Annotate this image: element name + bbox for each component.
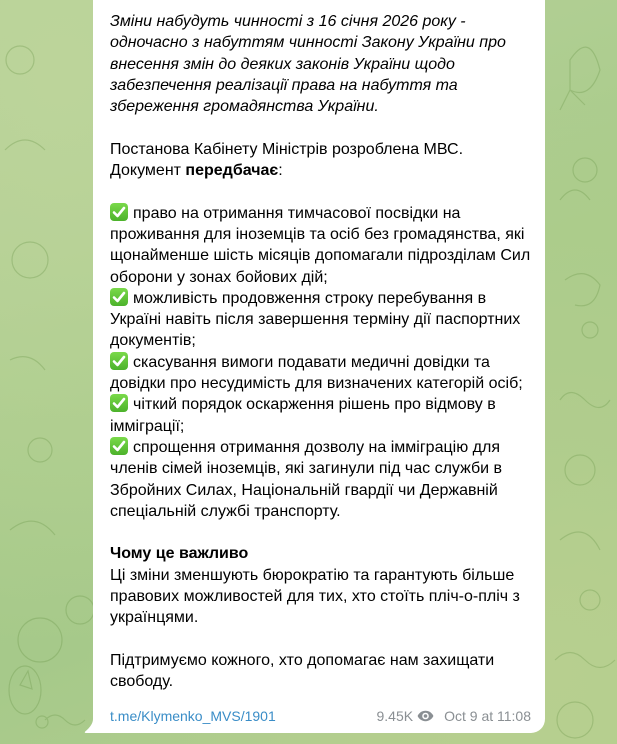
list-item-text: скасування вимоги подавати медичні довідки та довідки про несудимість для визначених категорій осіб; xyxy=(110,353,523,393)
document-suffix: : xyxy=(278,162,283,180)
list-item-text: можливість продовження строку перебування в Україні навіть після завершення терміну дії паспортних документів; xyxy=(110,289,525,350)
check-mark-icon xyxy=(110,352,128,370)
document-prefix: Документ xyxy=(110,162,186,180)
list-item xyxy=(110,437,540,522)
document-line xyxy=(110,160,540,181)
decree-line: Постанова Кабінету Міністрів розроблена МВС. xyxy=(110,140,464,158)
eye-icon xyxy=(417,710,434,722)
message-meta xyxy=(377,708,532,724)
list-item xyxy=(110,352,540,395)
list-item-text: чіткий порядок оскарження рішень про відмову в імміграції; xyxy=(110,396,501,435)
message-bubble xyxy=(93,0,545,733)
why-text: Ці зміни зменшують бюрократію та гарантують більше правових можливостей для тих, хто стоїть пліч-о-пліч з українцями. xyxy=(110,566,525,627)
view-count: 9.45K xyxy=(376,708,414,724)
list-item xyxy=(110,394,540,437)
check-mark-icon xyxy=(110,394,128,412)
timestamp: Oct 9 at 11:08 xyxy=(444,708,531,724)
check-mark-icon xyxy=(110,288,128,306)
check-mark-icon xyxy=(110,203,128,221)
closing-text: Підтримуємо кожного, хто допомагає нам захищати свободу. xyxy=(110,651,499,691)
why-heading: Чому це важливо xyxy=(110,545,249,563)
check-mark-icon xyxy=(110,437,128,455)
post-link[interactable]: t.me/Klymenko_MVS/1901 xyxy=(110,708,276,724)
message-footer xyxy=(110,706,531,726)
list-item xyxy=(110,203,540,288)
list-item xyxy=(110,288,540,352)
list-item-text: право на отримання тимчасової посвідки на проживання для іноземців та осіб без громадянства, які щонайменше шість місяців допомагали підрозділам Сил оборони у зонах бойових дій; xyxy=(110,204,535,286)
message-text xyxy=(110,11,540,693)
document-bold-word: передбачає xyxy=(185,162,279,180)
list-item-text: спрощення отримання дозволу на імміграцію для членів сімей іноземців, які загинули під час служби в Збройних Силах, Національній гвардії чи Державній спеціальній службі транспорту. xyxy=(110,438,507,520)
intro-paragraph: Зміни набудуть чинності з 16 січня 2026 року - одночасно з набуттям чинності Закону України про внесення змін до деяких законів України щодо забезпечення реалізації права на набуття та збереження громадянства України. xyxy=(110,13,511,116)
